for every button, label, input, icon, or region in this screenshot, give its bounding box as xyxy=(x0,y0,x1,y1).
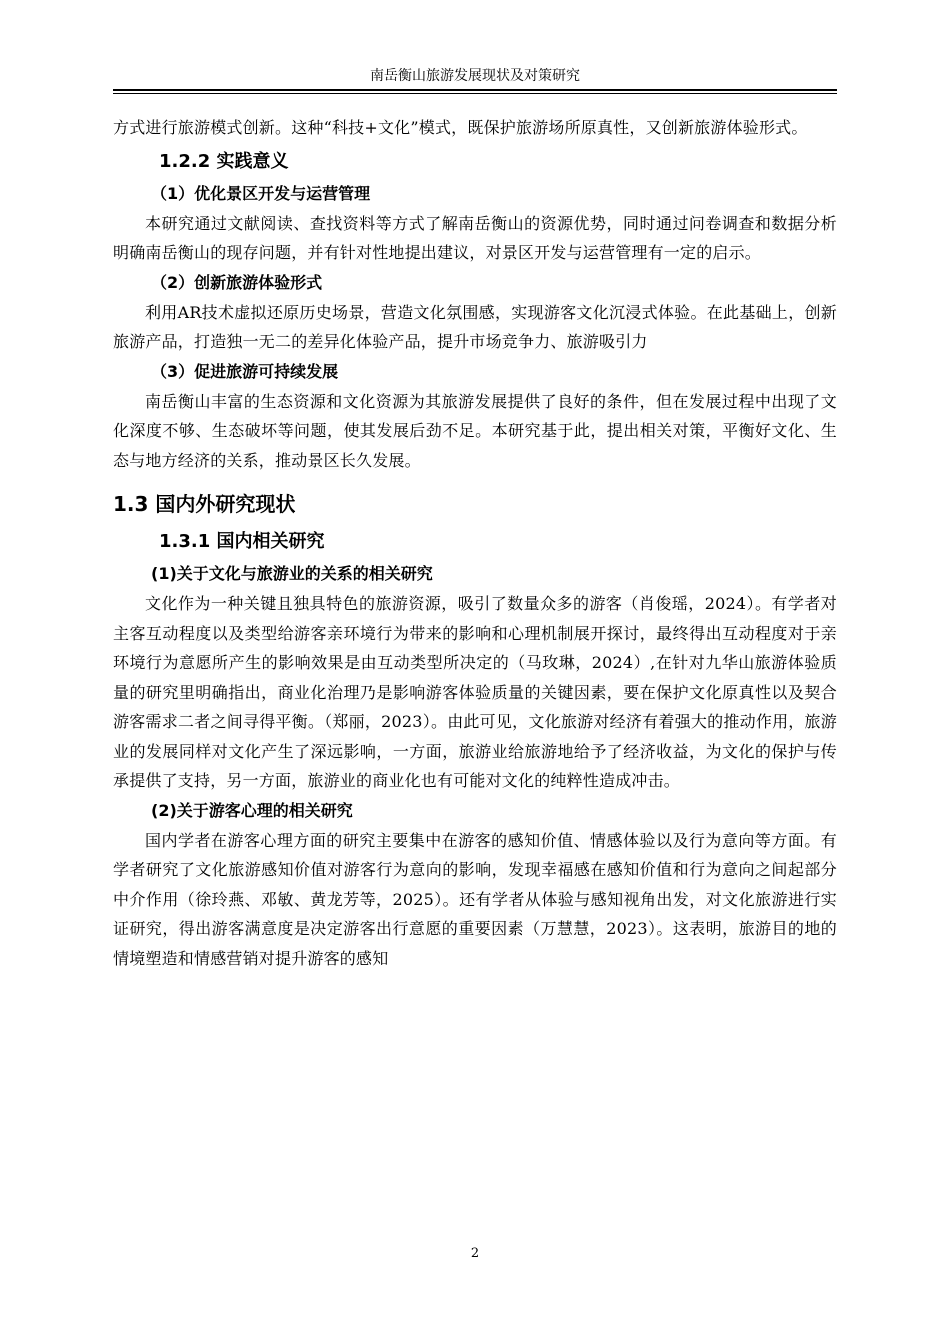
subheading-innovate: （2）创新旅游体验形式 xyxy=(151,272,323,292)
subheading-culture-tourism: (1)关于文化与旅游业的关系的相关研究 xyxy=(151,564,433,583)
subheading-optimize: （1）优化景区开发与运营管理 xyxy=(151,183,371,203)
intro-paragraph: 方式进行旅游模式创新。这种“科技+文化”模式，既保护旅游场所原真性，又创新旅游体验形式。 xyxy=(113,118,808,137)
header-rule-thick xyxy=(113,89,837,91)
running-header: 南岳衡山旅游发展现状及对策研究 xyxy=(370,68,580,84)
header-rule-thin xyxy=(113,93,837,94)
paragraph-innovate: 利用AR技术虚拟还原历史场景，营造文化氛围感，实现游客文化沉浸式体验。在此基础上，创新旅游产品，打造独一无二的差异化体验产品，提升市场竞争力、旅游吸引力 xyxy=(113,302,837,351)
heading-1-3-1: 1.3.1 国内相关研究 xyxy=(159,531,325,552)
heading-1-2-2: 1.2.2 实践意义 xyxy=(159,150,289,172)
page-number: 2 xyxy=(470,1246,480,1261)
paragraph-tourist-psychology: 国内学者在游客心理方面的研究主要集中在游客的感知价值、情感体验以及行为意向等方面。有学者研究了文化旅游感知价值对游客行为意向的影响，发现幸福感在感知价值和行为意向之间起部分中介作用（徐玲燕、邓敏、黄龙芳等，2025）。还有学者从体验与感知视角出发，对文化旅游进行实证研究，得出游客满意度是决定游客出行意愿的重要因素（万慧慧，2023）。这表明，旅游目的地的情境塑造和情感营销对提升游客的感知 xyxy=(113,830,837,968)
paragraph-culture-tourism: 文化作为一种关键且独具特色的旅游资源，吸引了数量众多的游客（肖俊瑶，2024）。有学者对主客互动程度以及类型给游客亲环境行为带来的影响和心理机制展开探讨，最终得出互动程度对于亲环境行为意愿所产生的影响效果是由互动类型所决定的（马玫琳，2024）,在针对九华山旅游体验质量的研究里明确指出，商业化治理乃是影响游客体验质量的关键因素，要在保护文化原真性以及契合游客需求二者之间寻得平衡。（郑丽，2023）。由此可见，文化旅游对经济有着强大的推动作用，旅游业的发展同样对文化产生了深远影响，一方面，旅游业给旅游地给予了经济收益，为文化的保护与传承提供了支持，另一方面，旅游业的商业化也有可能对文化的纯粹性造成冲击。 xyxy=(113,594,837,790)
subheading-sustain: （3）促进旅游可持续发展 xyxy=(151,361,339,381)
paragraph-sustain: 南岳衡山丰富的生态资源和文化资源为其旅游发展提供了良好的条件，但在发展过程中出现了文化深度不够、生态破坏等问题，使其发展后劲不足。本研究基于此，提出相关对策，平衡好文化、生态与地方经济的关系，推动景区长久发展。 xyxy=(113,391,837,470)
page-body xyxy=(113,113,837,973)
subheading-tourist-psychology: (2)关于游客心理的相关研究 xyxy=(151,800,353,820)
paragraph-optimize: 本研究通过文献阅读、查找资料等方式了解南岳衡山的资源优势，同时通过问卷调查和数据分析明确南岳衡山的现存问题，并有针对性地提出建议，对景区开发与运营管理有一定的启示。 xyxy=(113,213,837,262)
heading-1-3: 1.3 国内外研究现状 xyxy=(113,492,296,516)
